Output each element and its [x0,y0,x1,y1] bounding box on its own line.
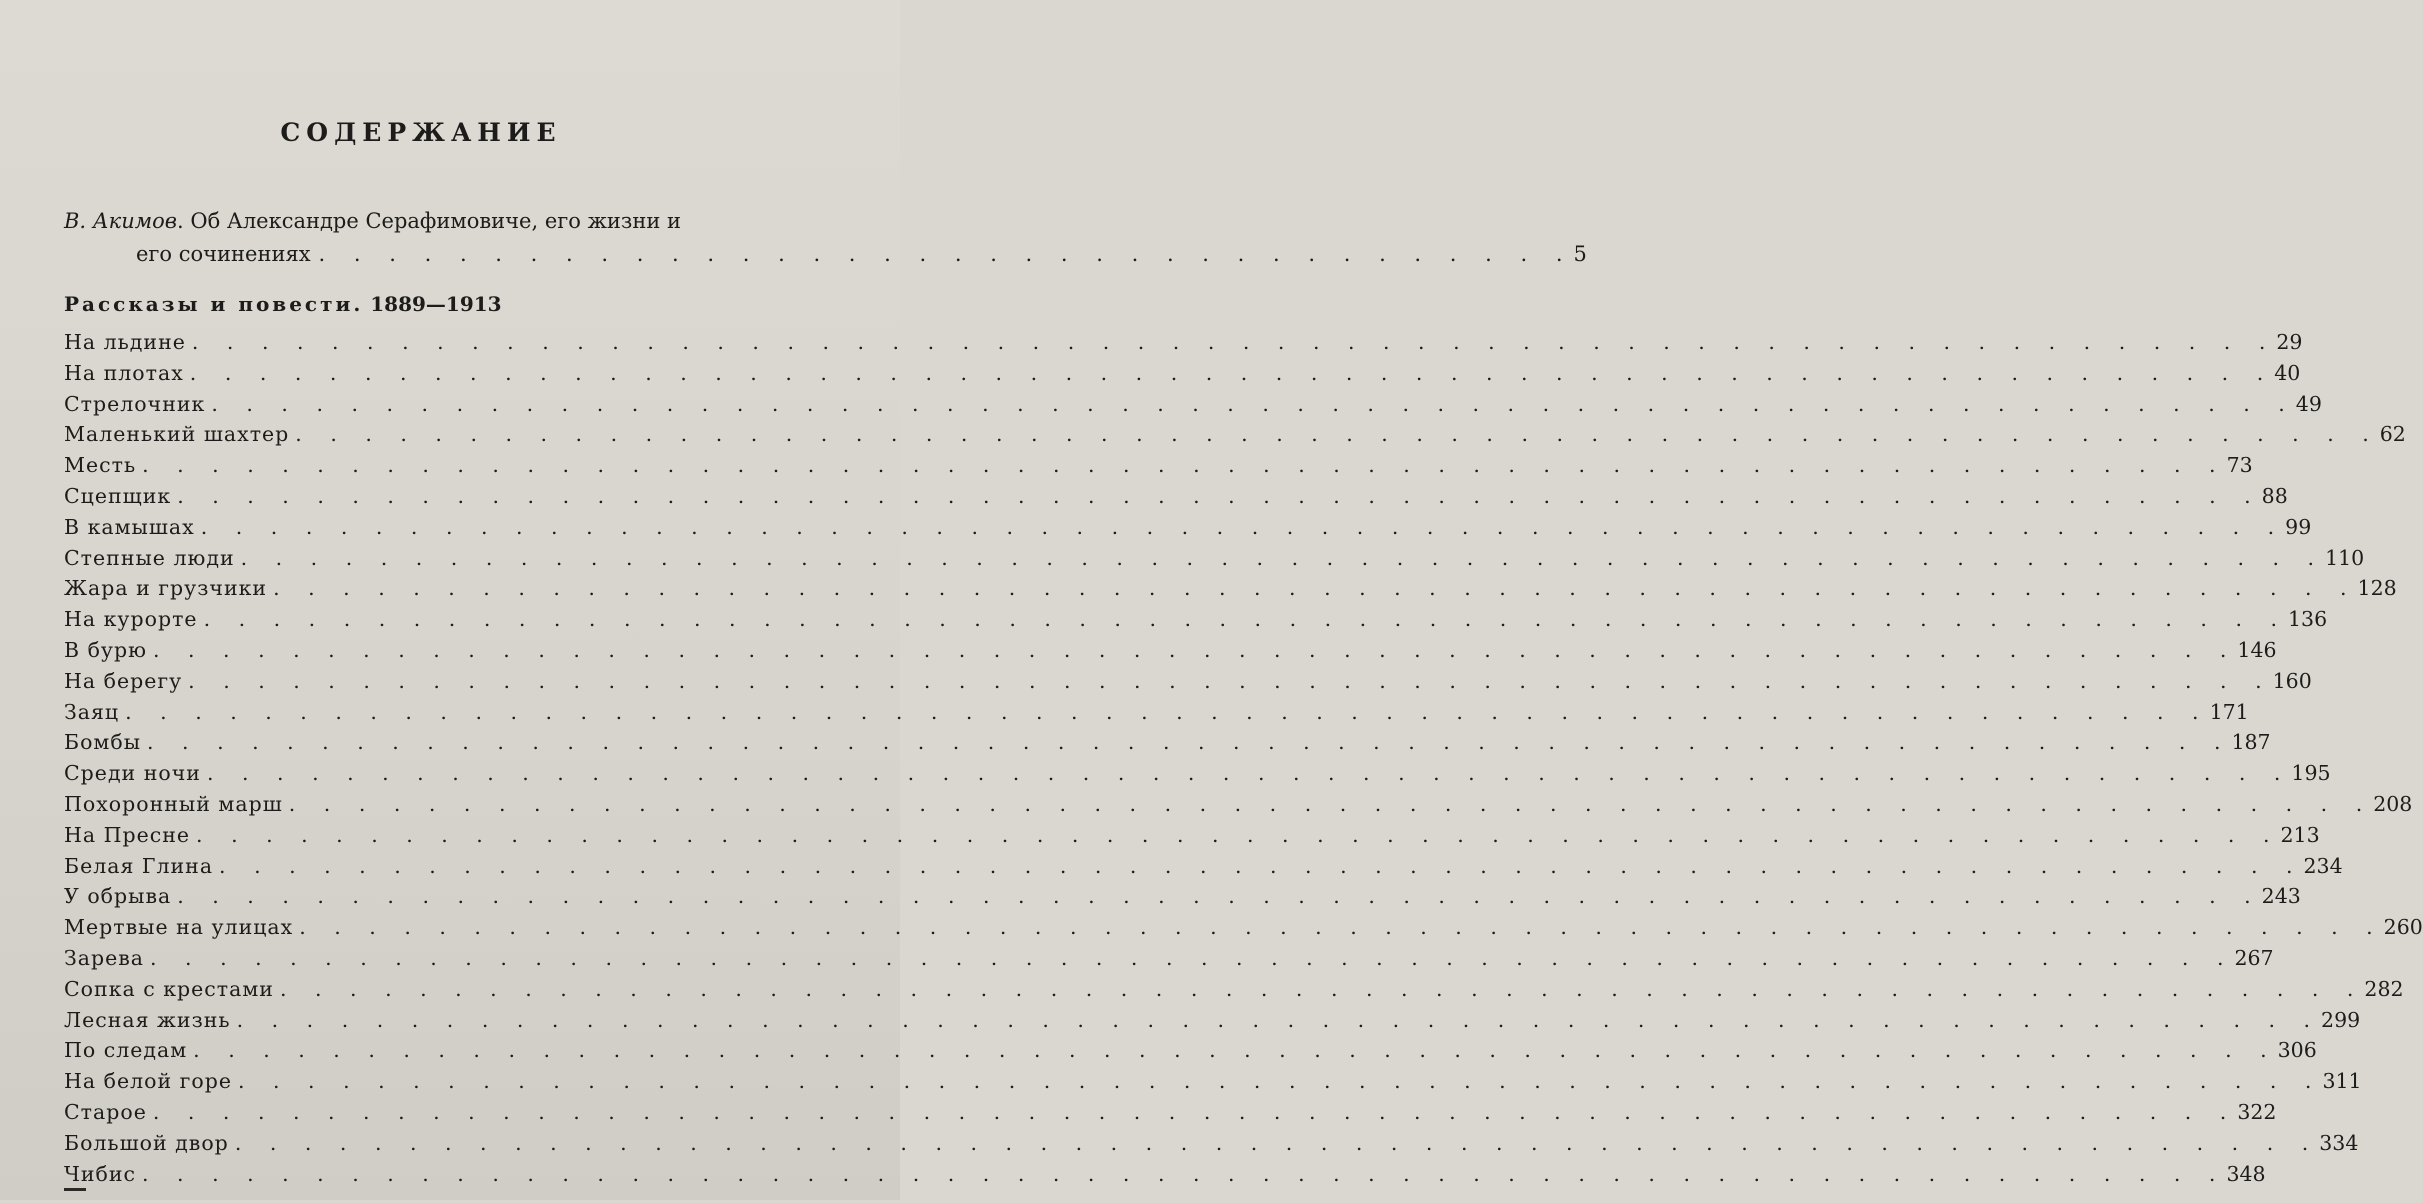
toc-entry [64,761,2331,792]
entry-page-number: 128 [2357,576,2397,601]
dot-leader: . . . . . . . . . . . . . . . . . . . . . . . . . . . . . . . . . . . . . . . . . . . . . . . . . . . . . . . . . . . . [234,1130,2320,1155]
toc-entry [64,884,2301,915]
entry-title: Большой двор [64,1130,229,1155]
toc-entry [64,945,2274,977]
entry-page-number: 62 [2379,422,2406,447]
entry-title: Среди ночи [64,761,201,786]
intro-line-2 [64,238,1587,271]
entry-page-number: 136 [2288,607,2328,632]
entry-page-number: 29 [2276,330,2303,354]
toc-entry [64,822,2320,854]
entry-title: На курорте [64,607,198,632]
entry-title: По следам [64,1038,188,1063]
intro-line-1 [64,205,784,238]
dot-leader: . . . . . . . . . . . . . . . . . . . . . . . . . . . . . . . . . . . . . . . . . . . . . . . . . . . . . . . . . . . . [279,976,2365,1001]
toc-entry [64,730,2271,761]
entry-page-number: 348 [2226,1161,2266,1186]
dot-leader: . . . . . . . . . . . . . . . . . . . . . . . . . . . . . . . . . . . . . . . . . . . . . . . . . . . . . . . . . . . . [219,853,2304,878]
entry-title: Зарева [64,945,145,970]
entry-page-number: 40 [2274,360,2301,385]
dot-leader: . . . . . . . . . . . . . . . . . . . . . . . . . . . . . . . . . . . . . . . . . . . . . . . . . . . . . . . . . . . . [206,761,2292,786]
dot-leader: . . . . . . . . . . . . . . . . . . . . . . . . . . . . . . . . . . . . . . . . . . . . . . . . . . . . . . . . . . . . [211,391,2296,416]
dot-leader: . . . . . . . . . . . . . . . . . . . . . . . . . . . . . . . . . . . . . . . . . . . . . . . . . . . . . . . . . . . . [193,1038,2278,1063]
toc-entry [64,422,2406,453]
intro-page-number: 5 [1573,242,1587,266]
entry-page-number: 322 [2237,1099,2277,1124]
entry-title: На льдине [64,330,186,354]
entry-page-number: 88 [2261,483,2288,508]
dot-leader: . . . . . . . . . . . . . . . . . . . . . . . . . . . . . . . . . . . . . . . . . . . . . . . . . . . . . . . . . . . . [142,1161,2227,1186]
cut-off-line [64,1188,86,1203]
toc-entry [64,668,2312,700]
entry-title: В бурю [64,637,147,662]
dot-leader: . . . . . . . . . . . . . . . . . . . . . . . . . . . . . . . . . . . . . . . . . . . . . . . . . . . . . . . . . . . . [188,668,2273,693]
entry-page-number: 282 [2364,976,2404,1001]
dot-leader: . . . . . . . . . . . . . . . . . . . . . . . . . . . . . . . . . . . . . . . . . . . . . . . . . . . . . . . . . . . . [177,884,2262,909]
toc-entry [64,330,2303,361]
entry-page-number: 334 [2319,1130,2359,1155]
entry-page-number: 110 [2325,545,2365,570]
entry-page-number: 208 [2373,791,2413,816]
dot-leader: . . . . . . . . . . . . . . . . . . . . . . . . . . . . . . . . . . . . . . . . . . . . . . . . . . . . . . . . . . . . [196,822,2281,847]
toc-entry [64,483,2288,515]
dot-leader: . . . . . . . . . . . . . . . . . . . . . . . . . . . . . . . . . . . . . . . . . . . . . . . . . . . . . . . . . . . . [150,945,2235,970]
entry-title: Сцепщик [64,483,172,508]
dot-leader: . . . . . . . . . . . . . . . . . . . . . . . . . . . . . . . . . . . . . . . . . . . . . . . . . . . . . . . . . . . . [288,791,2374,816]
entry-page-number: 213 [2280,822,2320,847]
entry-title: Белая Глина [64,853,214,878]
entry-page-number: 49 [2295,391,2322,416]
toc-entry [64,1007,2361,1039]
dot-leader: . . . . . . . . . . . . . . . . . . . . . . . . . . . . . . . . . . . . . . . . . . . . . . . . . . . . . . . . . . . . [147,730,2232,755]
entry-title: Чибис [64,1161,136,1186]
entry-title: Мертвые на улицах [64,915,294,940]
entry-title: У обрыва [64,884,172,909]
entry-page-number: 99 [2285,514,2312,539]
entry-page-number: 73 [2226,453,2253,478]
entry-page-number: 311 [2322,1069,2362,1094]
dot-leader: . . . . . . . . . . . . . . . . . . . . . . . . . . . . . . . . . . . . . . . . . . . . . . . . . . . . . . . . . . . . [240,545,2326,570]
entry-title: В камышах [64,514,195,539]
toc-entry [64,1069,2362,1100]
dot-leader: . . . . . . . . . . . . . . . . . . . . . . . . . . . . . . . . . . . . . . . . . . . . . . . . . . . . . . . . . . . . [237,1069,2323,1094]
entry-title: Степные люди [64,545,235,570]
entry-title: На берегу [64,668,183,693]
toc-entry [64,637,2277,669]
entry-title: На Пресне [64,822,191,847]
intro-text-2: его сочинениях [136,242,311,266]
entry-page-number: 171 [2209,699,2249,724]
entry-title: Стрелочник [64,391,206,416]
dot-leader: . . . . . . . . . . . . . . . . . . . . . . . . . . . . . . . . . . . . . . . . . . . . . . . . . . . . . . . . . . . . [295,422,2380,447]
entry-page-number: 195 [2291,761,2331,786]
dot-leader: . . . . . . . . . . . . . . . . . . . . . . . . . . . . . . . . . . . . . . . . . . . . . . . . . . . . . . . . . . . . [273,576,2358,601]
dot-leader: . . . . . . . . . . . . . . . . . . . . . . . . . . . . . . . . . . . . [318,242,1574,266]
section-label: Рассказы и повести. [64,292,364,316]
entry-title: Заяц [64,699,120,724]
toc-entry [64,514,2312,546]
dot-leader: . . . . . . . . . . . . . . . . . . . . . . . . . . . . . . . . . . . . . . . . . . . . . . . . . . . . . . . . . . . . [191,330,2277,354]
dot-leader: . . . . . . . . . . . . . . . . . . . . . . . . . . . . . . . . . . . . . . . . . . . . . . . . . . . . . . . . . . . . [177,483,2262,508]
dot-leader: . . . . . . . . . . . . . . . . . . . . . . . . . . . . . . . . . . . . . . . . . . . . . . . . . . . . . . . . . . . . [152,637,2238,662]
toc-entry [64,976,2404,1008]
entry-page-number: 234 [2303,853,2343,878]
page-title: СОДЕРЖАНИЕ [280,118,562,147]
toc-entry [64,1038,2317,1069]
entry-title: Маленький шахтер [64,422,290,447]
entry-page-number: 243 [2261,884,2301,909]
toc-entry [64,545,2365,577]
entry-page-number: 146 [2237,637,2277,662]
dot-leader: . . . . . . . . . . . . . . . . . . . . . . . . . . . . . . . . . . . . . . . . . . . . . . . . . . . . . . . . . . . . [125,699,2210,724]
entry-title: Похоронный марш [64,791,283,816]
section-heading [64,292,502,316]
dot-leader: . . . . . . . . . . . . . . . . . . . . . . . . . . . . . . . . . . . . . . . . . . . . . . . . . . . . . . . . . . . . [142,453,2227,478]
toc-entry [64,699,2249,731]
entry-title: Месть [64,453,137,478]
dot-leader: . . . . . . . . . . . . . . . . . . . . . . . . . . . . . . . . . . . . . . . . . . . . . . . . . . . . . . . . . . . . [152,1099,2238,1124]
entry-page-number: 260 [2383,915,2423,940]
toc-entry [64,453,2253,484]
entry-page-number: 187 [2231,730,2271,755]
intro-author: В. Акимов [64,209,178,233]
toc-entry [64,1161,2266,1193]
entry-title: Лесная жизнь [64,1007,231,1032]
entry-page-number: 267 [2234,945,2274,970]
toc-entry [64,607,2328,638]
toc-entry [64,391,2322,423]
entry-title: Бомбы [64,730,142,755]
toc-entry [64,1130,2359,1162]
dot-leader: . . . . . . . . . . . . . . . . . . . . . . . . . . . . . . . . . . . . . . . . . . . . . . . . . . . . . . . . . . . . [203,607,2289,632]
dot-leader: . . . . . . . . . . . . . . . . . . . . . . . . . . . . . . . . . . . . . . . . . . . . . . . . . . . . . . . . . . . . [189,360,2275,385]
section-years: 1889—1913 [370,292,502,316]
toc-entry [64,576,2397,607]
intro-text-1: . Об Александре Серафимовиче, его жизни и [177,209,682,233]
entry-title: На плотах [64,360,184,385]
dot-leader: . . . . . . . . . . . . . . . . . . . . . . . . . . . . . . . . . . . . . . . . . . . . . . . . . . . . . . . . . . . . [200,514,2286,539]
entry-page-number: 299 [2321,1007,2361,1032]
entry-title: Жара и грузчики [64,576,268,601]
entry-title: Старое [64,1099,147,1124]
toc-entry [64,791,2413,823]
dot-leader: . . . . . . . . . . . . . . . . . . . . . . . . . . . . . . . . . . . . . . . . . . . . . . . . . . . . . . . . . . . . [299,915,2384,940]
entry-title: На белой горе [64,1069,232,1094]
toc-entry [64,915,2423,946]
intro-entry [64,205,1587,271]
entry-page-number: 306 [2277,1038,2317,1063]
toc-entry [64,853,2343,885]
dot-leader: . . . . . . . . . . . . . . . . . . . . . . . . . . . . . . . . . . . . . . . . . . . . . . . . . . . . . . . . . . . . [236,1007,2322,1032]
toc-entry [64,360,2301,392]
toc-entry [64,1099,2277,1131]
entry-page-number: 160 [2272,668,2312,693]
entry-title: Сопка с крестами [64,976,274,1001]
toc-list [64,330,2423,1192]
